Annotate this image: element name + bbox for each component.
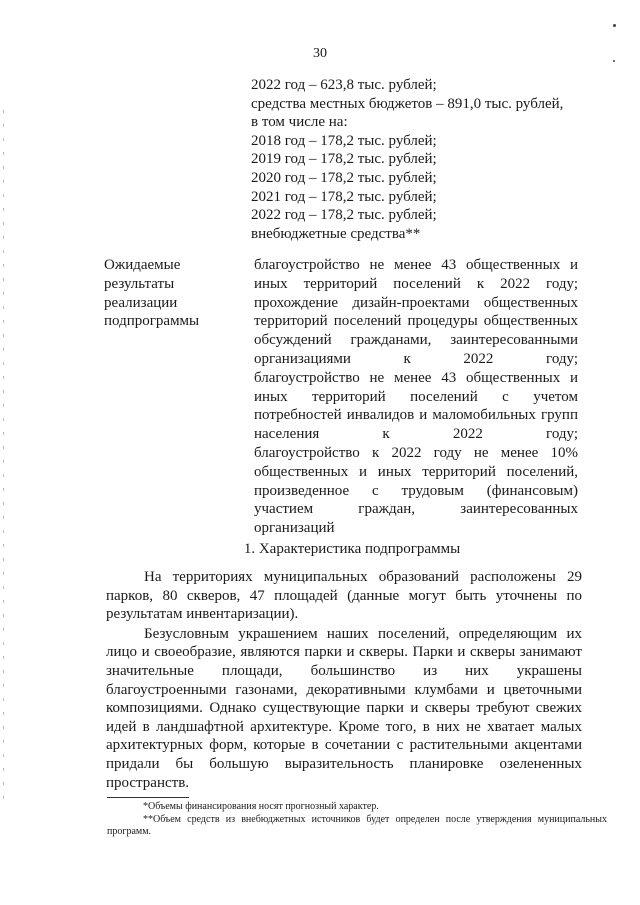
footnote: **Объем средств из внебюджетных источников будет определен после утверждения муниципальных программ. xyxy=(107,813,607,837)
result-item: прохождение дизайн-проектами общественных территорий поселений процедуры общественных обсуждений гражданами, заинтересованными организациями к 2022 году; xyxy=(254,294,578,367)
label-line: Ожидаемые xyxy=(104,257,181,273)
financing-line: 2021 год – 178,2 тыс. рублей; xyxy=(251,188,437,205)
financing-line: 2022 год – 623,8 тыс. рублей; xyxy=(251,77,437,93)
financing-line: средства местных бюджетов – 891,0 тыс. рублей, xyxy=(251,95,564,112)
expected-results-list xyxy=(254,256,578,538)
binding-edge-marks xyxy=(3,110,4,810)
financing-line: 2018 год – 178,2 тыс. рублей; xyxy=(251,132,437,149)
label-line: подпрограммы xyxy=(104,313,200,330)
footnote: *Объемы финансирования носят прогнозный характер. xyxy=(143,801,379,812)
section-body xyxy=(106,568,582,792)
financing-line: в том числе на: xyxy=(251,114,348,131)
financing-line: 2019 год – 178,2 тыс. рублей; xyxy=(251,151,437,168)
scan-speck xyxy=(613,24,616,27)
financing-lines xyxy=(251,76,581,243)
footnote-divider xyxy=(107,797,189,798)
paragraph: Безусловным украшением наших поселений, определяющим их лицо и своеобразие, являются парки и скверы. Парки и скверы занимают значительные площади, большинство из них украшены благоустроенными газонами, декоративными клумбами и цветочными композициями. Однако существующие парки и скверы требуют свежих идей в ландшафтной архитектуре. Кроме того, в них не хватает малых архитектурных форм, которые в сочетании с растительными акцентами придали бы большую выразительность планировке озелененных пространств. xyxy=(106,625,582,791)
result-item: благоустройство к 2022 году не менее 10% общественных и иных территорий поселений, произведенное с трудовым (финансовым) участием граждан, заинтересованных организаций xyxy=(254,444,578,537)
expected-results-label xyxy=(104,256,224,331)
financing-line: внебюджетные средства** xyxy=(251,225,421,242)
footnotes xyxy=(107,801,607,839)
financing-line: 2022 год – 178,2 тыс. рублей; xyxy=(251,207,437,224)
section-heading: 1. Характеристика подпрограммы xyxy=(243,541,461,557)
page-number: 30 xyxy=(313,46,327,61)
paragraph: На территориях муниципальных образований расположены 29 парков, 80 скверов, 47 площадей (данные могут быть уточнены по результатам инвентаризации). xyxy=(106,569,582,623)
scan-speck xyxy=(613,60,615,62)
label-line: результаты xyxy=(104,275,175,292)
result-item: благоустройство не менее 43 общественных и иных территорий поселений к 2022 году; xyxy=(254,257,578,292)
financing-line: 2020 год – 178,2 тыс. рублей; xyxy=(251,169,437,186)
label-line: реализации xyxy=(104,294,178,311)
result-item: благоустройство не менее 43 общественных и иных территорий поселений с учетом потребностей инвалидов и маломобильных групп населения к 2022 году; xyxy=(254,369,578,443)
